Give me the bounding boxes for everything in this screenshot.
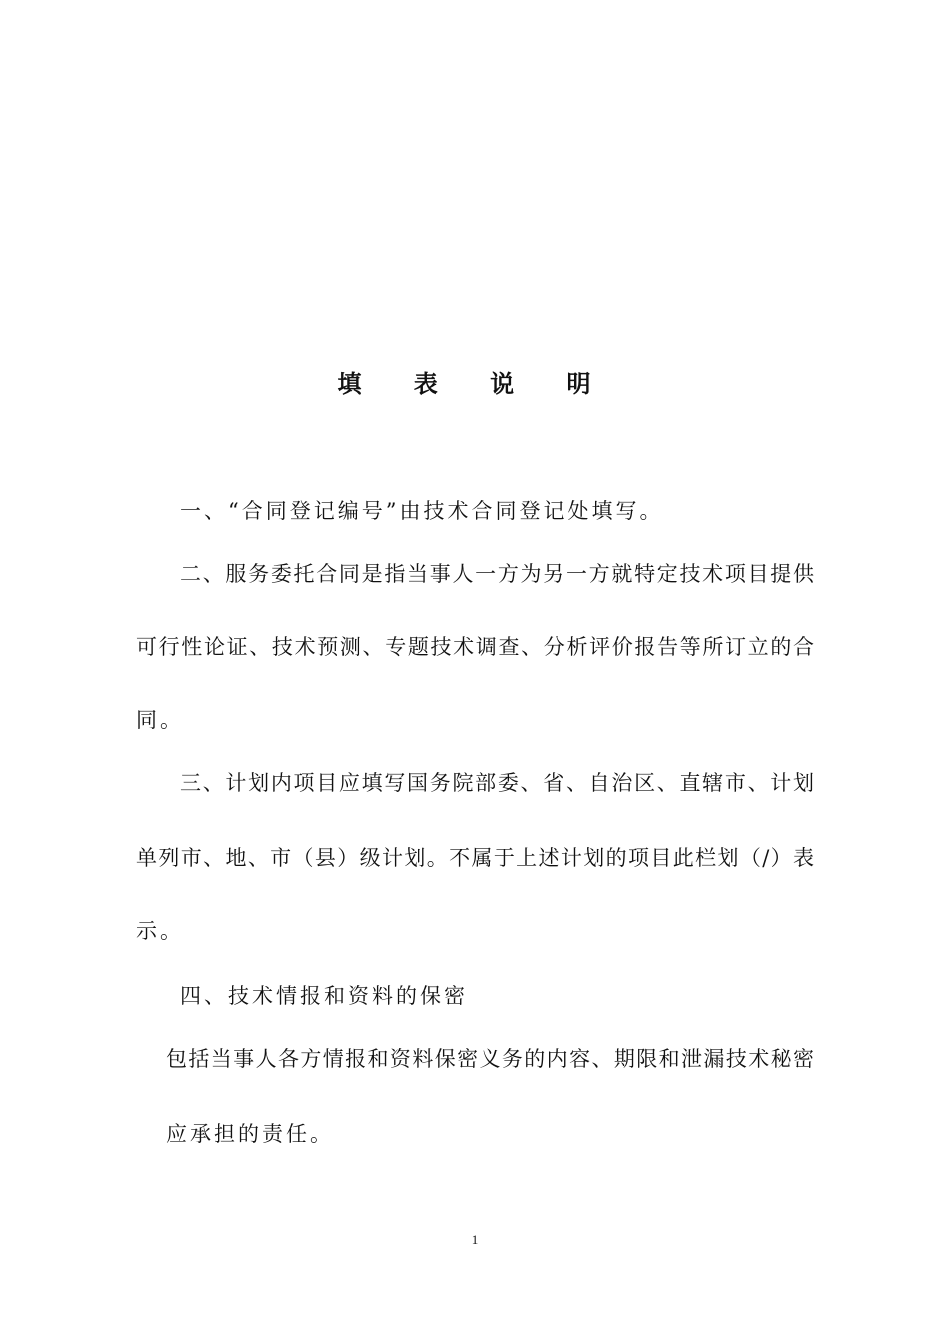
item-3-line-3: 示。 [136, 919, 184, 943]
item-2-line-2: 可行性论证、技术预测、专题技术调查、分析评价报告等所订立的合 [136, 635, 814, 659]
item-4-line-1: 包括当事人各方情报和资料保密义务的内容、期限和泄漏技术秘密 [166, 1047, 814, 1071]
page-number: 1 [471, 1232, 479, 1247]
item-2-line-1: 二、服务委托合同是指当事人一方为另一方就特定技术项目提供 [180, 562, 814, 586]
page-title: 填 表 说 明 [337, 369, 613, 398]
item-2-line-3: 同。 [136, 708, 184, 732]
item-4-line-2: 应承担的责任。 [166, 1122, 334, 1146]
item-3-line-2: 单列市、地、市（县）级计划。不属于上述计划的项目此栏划（/）表 [136, 846, 814, 870]
item-4-heading: 四、技术情报和资料的保密 [180, 984, 468, 1008]
item-3-line-1: 三、计划内项目应填写国务院部委、省、自治区、直辖市、计划 [180, 771, 814, 795]
item-1-line-1: 一、“合同登记编号”由技术合同登记处填写。 [180, 499, 664, 523]
